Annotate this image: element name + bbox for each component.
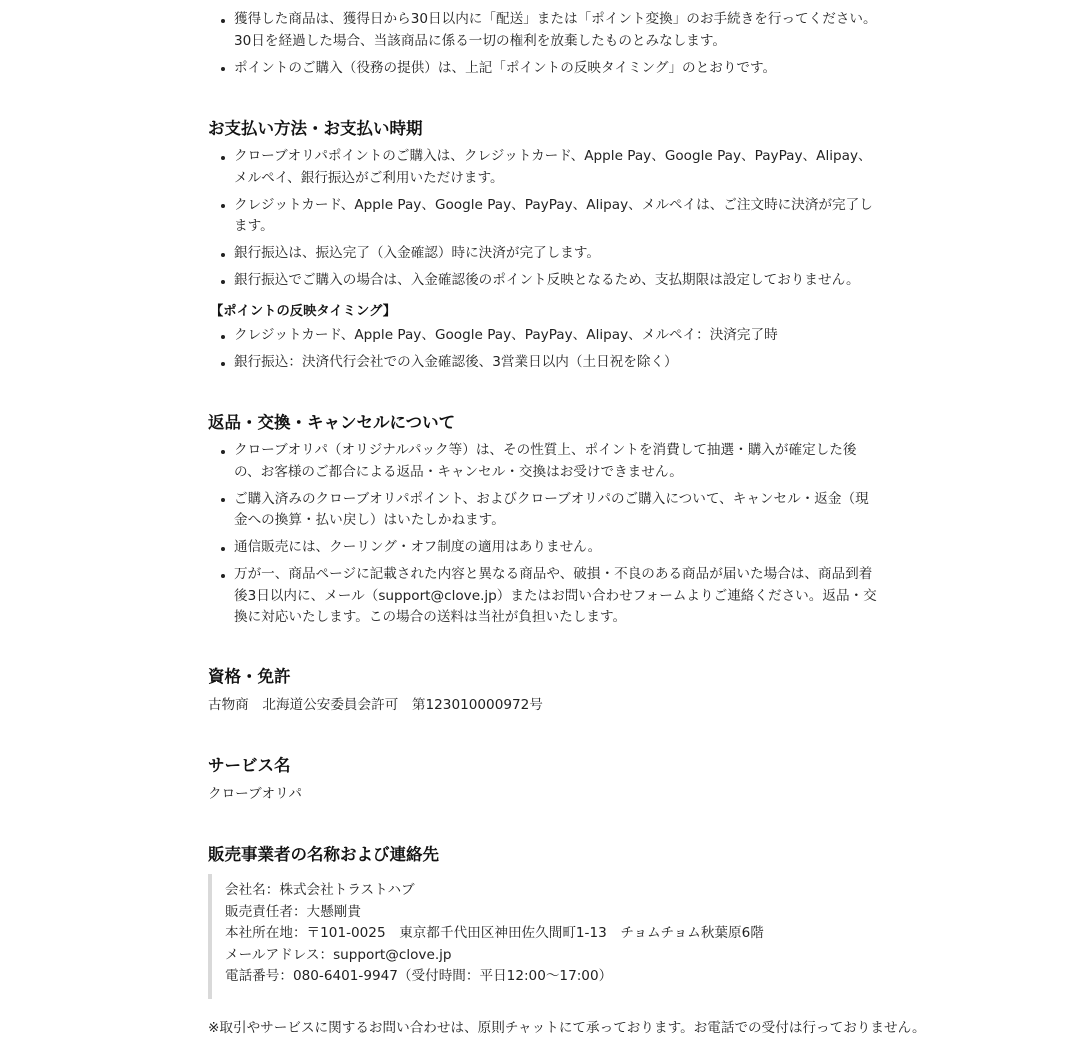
- list-item: 万が一、商品ページに記載された内容と異なる商品や、破損・不良のある商品が届いた場合は、商品到着後3日以内に、メール（support@clove.jp）またはお問い合わせフォームよりご連絡ください。返品・交換に対応いたします。この場合の送料は当社が負担いたします。: [218, 564, 878, 629]
- service-name-text: クローブオリパ: [208, 786, 302, 802]
- list-item: クレジットカード、Apple Pay、Google Pay、PayPay、Alipay、メルペイ：決済完了時: [218, 325, 878, 347]
- section-heading-license: 資格・免許: [208, 667, 291, 686]
- license-text: 古物商 北海道公安委員会許可 第123010000972号: [208, 697, 543, 713]
- seller-contact-block: [208, 874, 808, 999]
- list-item: クローブオリパ（オリジナルパック等）は、その性質上、ポイントを消費して抽選・購入が確定した後の、お客様のご都合による返品・キャンセル・交換はお受けできません。: [218, 440, 878, 483]
- list-item: ご購入済みのクローブオリパポイント、およびクローブオリパのご購入について、キャンセル・返金（現金への換算・払い戻し）はいたしかねます。: [218, 489, 878, 532]
- list-item: ポイントのご購入（役務の提供）は、上記「ポイントの反映タイミング」のとおりです。: [218, 58, 878, 80]
- email-address: メールアドレス：support@clove.jp: [225, 946, 452, 963]
- list-item: 獲得した商品は、獲得日から30日以内に「配送」または「ポイント変換」のお手続きを行ってください。30日を経過した場合、当該商品に係る一切の権利を放棄したものとみなします。: [218, 9, 878, 52]
- contact-footnote: ※取引やサービスに関するお問い合わせは、原則チャットにて承っております。お電話での受付は行っておりません。: [208, 1020, 926, 1036]
- section-heading-seller: 販売事業者の名称および連絡先: [208, 845, 439, 864]
- list-item: クレジットカード、Apple Pay、Google Pay、PayPay、Alipay、メルペイは、ご注文時に決済が完了します。: [218, 195, 878, 238]
- company-name: 会社名：株式会社トラストハブ: [225, 882, 415, 898]
- list-item: クローブオリパポイントのご購入は、クレジットカード、Apple Pay、Google Pay、PayPay、Alipay、メルペイ、銀行振込がご利用いただけます。: [218, 146, 878, 189]
- shipping-terms-list: [218, 9, 878, 85]
- list-item: 通信販売には、クーリング・オフ制度の適用はありません。: [218, 537, 878, 559]
- returns-list: [218, 440, 878, 634]
- list-item: 銀行振込でご購入の場合は、入金確認後のポイント反映となるため、支払期限は設定しておりません。: [218, 270, 878, 292]
- section-heading-service: サービス名: [208, 756, 291, 775]
- section-heading-returns: 返品・交換・キャンセルについて: [208, 413, 456, 432]
- list-item: 銀行振込：決済代行会社での入金確認後、3営業日以内（土日祝を除く）: [218, 352, 878, 374]
- responsible-person: 販売責任者：大懸剛貴: [225, 903, 361, 920]
- list-item: 銀行振込は、振込完了（入金確認）時に決済が完了します。: [218, 243, 878, 265]
- head-office-address: 本社所在地：〒101-0025 東京都千代田区神田佐久間町1-13 チョムチョム秋葉原6階: [225, 925, 764, 942]
- section-heading-payment: お支払い方法・お支払い時期: [208, 119, 423, 138]
- point-timing-list: [218, 325, 878, 379]
- payment-list: [218, 146, 878, 297]
- phone-number: 電話番号：080-6401-9947（受付時間：平日12:00〜17:00）: [225, 968, 613, 985]
- subheading-point-timing: 【ポイントの反映タイミング】: [210, 304, 397, 319]
